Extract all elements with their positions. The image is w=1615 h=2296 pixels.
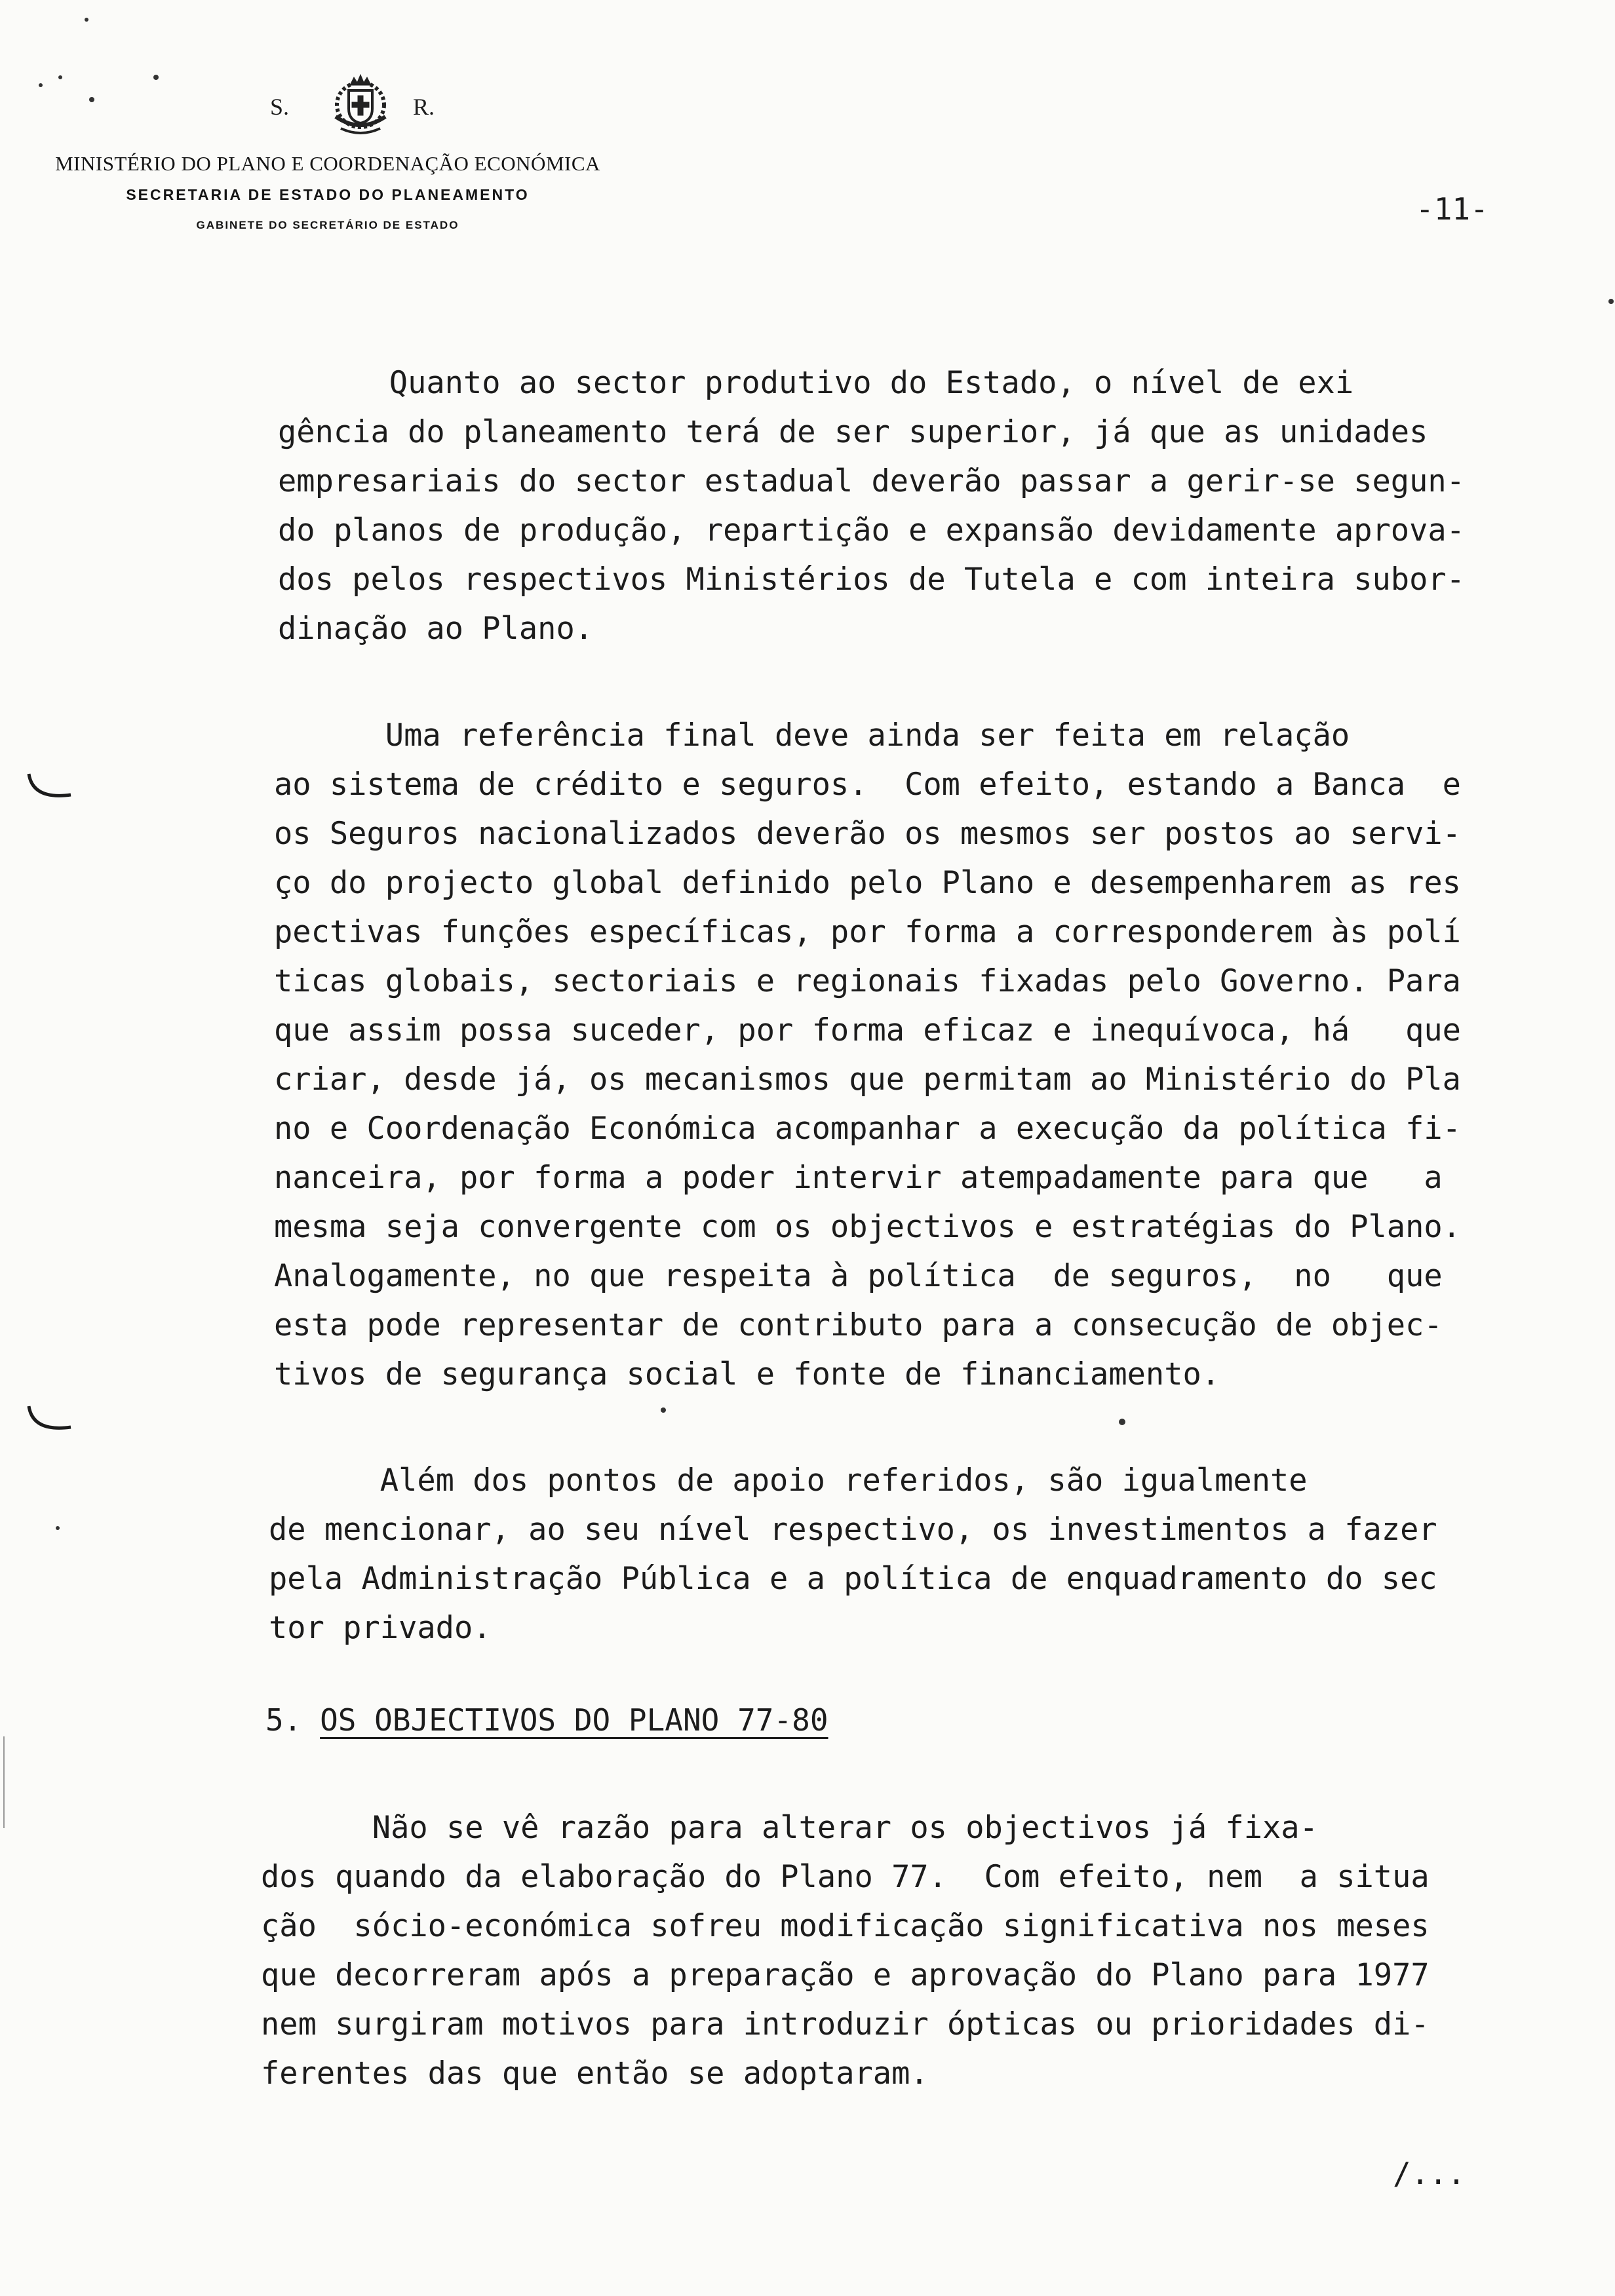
paragraph-line: no e Coordenação Económica acompanhar a execução da política fi- bbox=[274, 1111, 1461, 1147]
paragraph-line: nem surgiram motivos para introduzir ópticas ou prioridades di- bbox=[261, 2006, 1430, 2042]
paragraph-line: Quanto ao sector produtivo do Estado, o nível de exi bbox=[278, 365, 1354, 401]
emblem-letter-r: R. bbox=[413, 94, 435, 120]
paragraph-line: dos quando da elaboração do Plano 77. Com efeito, nem a situa bbox=[261, 1859, 1430, 1895]
paragraph-line: pela Administração Pública e a política de enquadramento do sec bbox=[269, 1561, 1437, 1597]
paragraph-line: Além dos pontos de apoio referidos, são igualmente bbox=[269, 1463, 1308, 1499]
paragraph-line: tor privado. bbox=[269, 1610, 492, 1646]
continuation-mark: /... bbox=[1393, 2156, 1466, 2191]
emblem-letter-s: S. bbox=[270, 94, 290, 120]
paragraph-line: ço do projecto global definido pelo Plano e desempenharem as res bbox=[274, 865, 1461, 901]
paragraph-line: tivos de segurança social e fonte de financiamento. bbox=[274, 1356, 1220, 1392]
section-number: 5. bbox=[265, 1702, 321, 1738]
paragraph-line: ticas globais, sectoriais e regionais fixadas pelo Governo. Para bbox=[274, 963, 1461, 999]
paragraph-line: ferentes das que então se adoptaram. bbox=[261, 2056, 929, 2092]
paragraph-line: Uma referência final deve ainda ser feita em relação bbox=[274, 718, 1350, 754]
paragraph-line: empresariais do sector estadual deverão passar a gerir-se segun- bbox=[278, 463, 1465, 499]
paragraph-line: nanceira, por forma a poder intervir atempadamente para que a bbox=[274, 1160, 1443, 1196]
paragraph-line: Analogamente, no que respeita à política de seguros, no que bbox=[274, 1258, 1443, 1294]
paragraph-line: que decorreram após a preparação e aprovação do Plano para 1977 bbox=[261, 1957, 1430, 1993]
paragraph-line: os Seguros nacionalizados deverão os mesmos ser postos ao servi- bbox=[274, 816, 1461, 852]
paragraph-line: ao sistema de crédito e seguros. Com efeito, estando a Banca e bbox=[274, 767, 1461, 803]
page-number: -11- bbox=[1416, 191, 1489, 227]
paragraph-line: pectivas funções específicas, por forma a corresponderem às polí bbox=[274, 914, 1461, 950]
paragraph-line: Não se vê razão para alterar os objectivos já fixa- bbox=[261, 1810, 1318, 1846]
paragraph-line: gência do planeamento terá de ser superior, já que as unidades bbox=[278, 414, 1428, 450]
paragraph-line: dos pelos respectivos Ministérios de Tutela e com inteira subor- bbox=[278, 562, 1465, 598]
paragraph-line: ção sócio-económica sofreu modificação significativa nos meses bbox=[261, 1908, 1430, 1944]
paragraph-line: de mencionar, ao seu nível respectivo, os investimentos a fazer bbox=[269, 1512, 1437, 1548]
paragraph-line: do planos de produção, repartição e expansão devidamente aprova- bbox=[278, 512, 1465, 548]
ministry-name: MINISTÉRIO DO PLANO E COORDENAÇÃO ECONÓMICA bbox=[55, 152, 600, 175]
paragraph-line: criar, desde já, os mecanismos que permitam ao Ministério do Pla bbox=[274, 1062, 1461, 1098]
secretaria-name: SECRETARIA DE ESTADO DO PLANEAMENTO bbox=[126, 186, 530, 203]
paragraph-line: que assim possa suceder, por forma eficaz e inequívoca, há que bbox=[274, 1012, 1461, 1048]
section-title: OS OBJECTIVOS DO PLANO 77-80 bbox=[320, 1702, 828, 1738]
gabinete-name: GABINETE DO SECRETÁRIO DE ESTADO bbox=[196, 219, 459, 231]
paragraph-line: dinação ao Plano. bbox=[278, 611, 594, 647]
paragraph-line: mesma seja convergente com os objectivos e estratégias do Plano. bbox=[274, 1209, 1461, 1245]
paragraph-line: esta pode representar de contributo para a consecução de objec- bbox=[274, 1307, 1443, 1343]
